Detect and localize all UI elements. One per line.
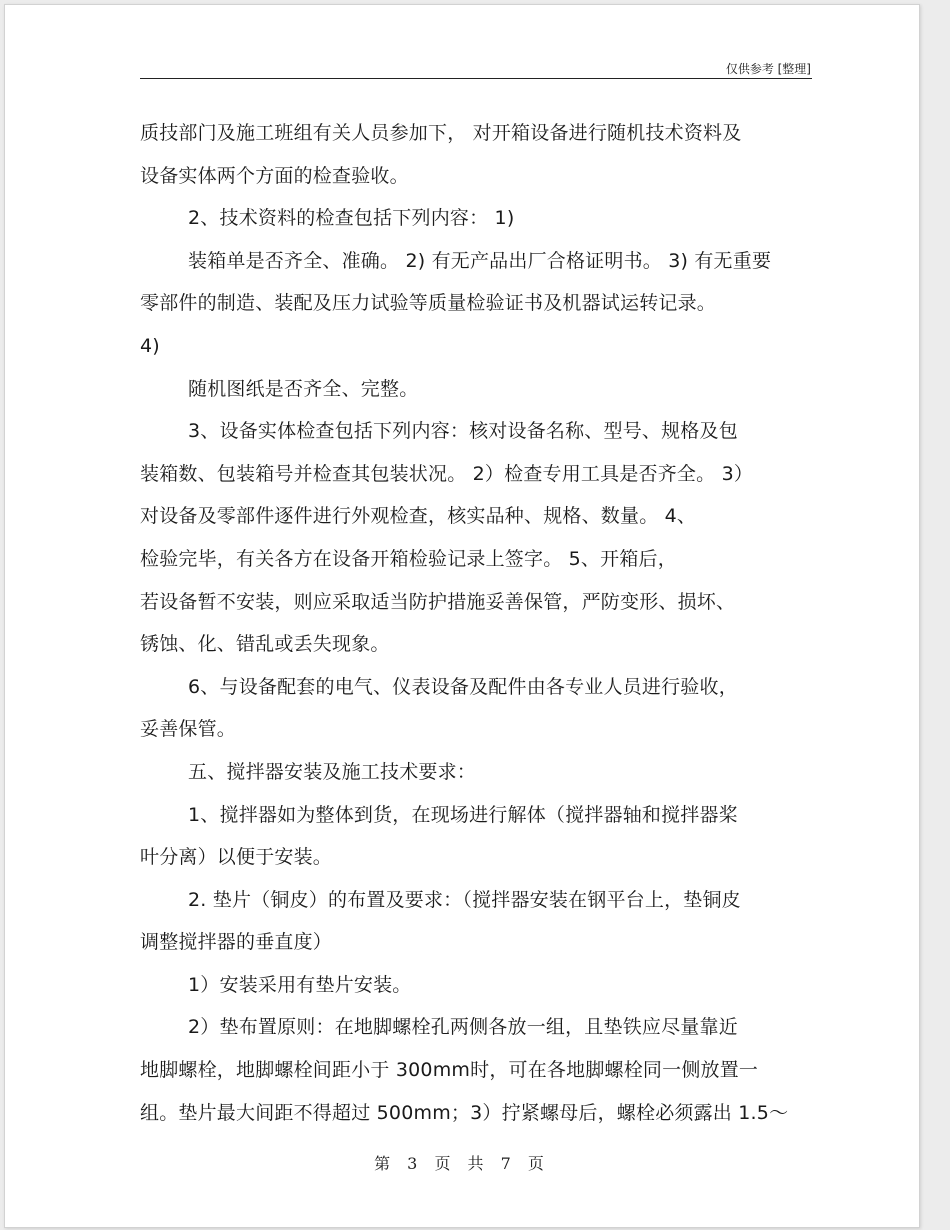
text-line: 对设备及零部件逐件进行外观检查，核实品种、规格、数量。 4、 [140, 505, 697, 528]
document-page [4, 4, 920, 1228]
header-rule [140, 78, 812, 79]
text-line: 装箱数、包装箱号并检查其包装状况。 2）检查专用工具是否齐全。 3） [140, 462, 754, 485]
text-line: 2、技术资料的检查包括下列内容： 1) [188, 207, 515, 230]
page-number: 第 3 页 共 7 页 [374, 1154, 550, 1173]
text-line: 装箱单是否齐全、准确。 2) 有无产品出厂合格证明书。 3) 有无重要 [188, 249, 772, 272]
text-line: 随机图纸是否齐全、完整。 [188, 377, 419, 400]
text-line: 2. 垫片（铜皮）的布置及要求：（搅拌器安装在钢平台上，垫铜皮 [188, 888, 741, 911]
text-line: 锈蚀、化、错乱或丢失现象。 [140, 633, 390, 656]
text-line: 1）安装采用有垫片安装。 [188, 973, 412, 996]
text-line: 4) [140, 334, 160, 357]
text-line: 3、设备实体检查包括下列内容：核对设备名称、型号、规格及包 [188, 420, 738, 443]
text-line: 质技部门及施工班组有关人员参加下， 对开箱设备进行随机技术资料及 [140, 122, 742, 144]
text-line: 1、搅拌器如为整体到货，在现场进行解体（搅拌器轴和搅拌器桨 [188, 803, 738, 826]
text-line: 叶分离）以便于安装。 [140, 846, 333, 869]
text-line: 检验完毕，有关各方在设备开箱检验记录上签字。 5、开箱后， [140, 547, 677, 570]
text-line: 若设备暂不安装，则应采取适当防护措施妥善保管，严防变形、损坏、 [140, 590, 736, 613]
text-line: 6、与设备配套的电气、仪表设备及配件由各专业人员进行验收， [188, 675, 738, 698]
text-line: 五、搅拌器安装及施工技术要求： [188, 760, 477, 783]
header-note: 仅供参考 [整理] [725, 62, 811, 76]
body-text [140, 117, 812, 1139]
text-line: 零部件的制造、装配及压力试验等质量检验证书及机器试运转记录。 [140, 292, 717, 315]
text-line: 地脚螺栓，地脚螺栓间距小于 300mm时，可在各地脚螺栓同一侧放置一 [140, 1059, 759, 1082]
text-line: 妥善保管。 [140, 718, 237, 741]
text-line: 设备实体两个方面的检查验收。 [140, 164, 409, 187]
text-line: 2）垫布置原则：在地脚螺栓孔两侧各放一组，且垫铁应尽量靠近 [188, 1016, 738, 1039]
text-line: 调整搅拌器的垂直度） [140, 931, 333, 954]
text-line: 组。垫片最大间距不得超过 500mm；3）拧紧螺母后，螺栓必须露出 1.5～ [140, 1101, 789, 1124]
